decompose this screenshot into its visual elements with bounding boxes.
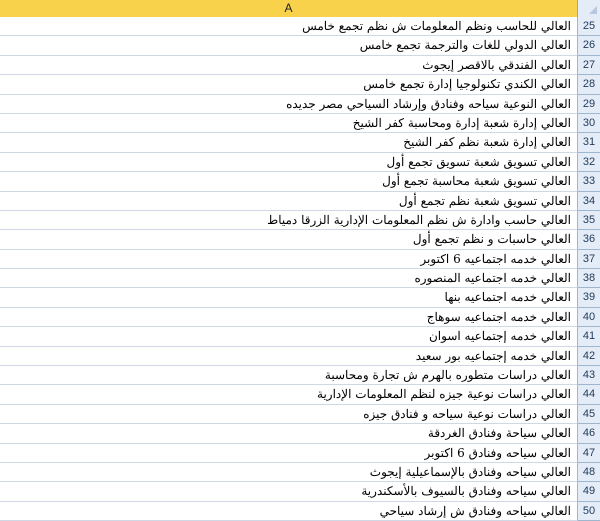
cell-a[interactable]: العالي حاسب وادارة ش نظم المعلومات الإدارية الزرقا دمياط [0,211,578,230]
cell-a[interactable]: العالي سياحه وفنادق 6 اكتوبر [0,444,578,463]
table-row [0,502,600,521]
select-all-triangle-icon [589,6,597,14]
table-row [0,56,600,75]
cell-a[interactable]: العالي دراسات نوعية سياحه و فنادق جيزه [0,405,578,424]
column-header-row [0,0,600,17]
column-header-a[interactable]: A [0,0,578,17]
table-row [0,250,600,269]
cell-a[interactable]: العالي الفندقي بالاقصر إيجوث [0,56,578,75]
table-row [0,95,600,114]
cell-a[interactable]: العالي الكندي تكنولوجيا إدارة تجمع خامس [0,75,578,94]
table-row [0,366,600,385]
row-number[interactable]: 48 [578,463,600,482]
row-number[interactable]: 47 [578,444,600,463]
row-number[interactable]: 34 [578,192,600,211]
row-number[interactable]: 25 [578,17,600,36]
cell-a[interactable]: العالي سياحه وفنادق بالسيوف بالأسكندرية [0,482,578,501]
row-number[interactable]: 26 [578,36,600,55]
row-number[interactable]: 28 [578,75,600,94]
table-row [0,405,600,424]
row-number[interactable]: 30 [578,114,600,133]
table-row [0,230,600,249]
rows-container [0,17,600,521]
table-row [0,444,600,463]
row-number[interactable]: 39 [578,288,600,307]
row-number[interactable]: 40 [578,308,600,327]
table-row [0,385,600,404]
table-row [0,114,600,133]
cell-a[interactable]: العالي سياحة وفنادق الغردقة [0,424,578,443]
table-row [0,463,600,482]
row-number[interactable]: 33 [578,172,600,191]
table-row [0,133,600,152]
row-number[interactable]: 41 [578,327,600,346]
row-number[interactable]: 38 [578,269,600,288]
table-row [0,482,600,501]
table-row [0,172,600,191]
row-number[interactable]: 42 [578,347,600,366]
cell-a[interactable]: العالي سياحه وفنادق بالإسماعيلية إيجوث [0,463,578,482]
table-row [0,211,600,230]
cell-a[interactable]: العالي إدارة شعبة نظم كفر الشيخ [0,133,578,152]
cell-a[interactable]: العالي للحاسب ونظم المعلومات ش نظم تجمع خامس [0,17,578,36]
cell-a[interactable]: العالي سياحه وفنادق ش إرشاد سياحي [0,502,578,521]
row-number[interactable]: 29 [578,95,600,114]
table-row [0,75,600,94]
cell-a[interactable]: العالي خدمه اجتماعيه 6 اكتوبر [0,250,578,269]
table-row [0,192,600,211]
cell-a[interactable]: العالي دراسات متطوره بالهرم ش تجارة ومحاسبة [0,366,578,385]
cell-a[interactable]: العالي خدمه إجتماعيه بور سعيد [0,347,578,366]
row-number[interactable]: 32 [578,153,600,172]
row-number[interactable]: 43 [578,366,600,385]
row-number[interactable]: 46 [578,424,600,443]
table-row [0,288,600,307]
cell-a[interactable]: العالي خدمه اجتماعيه بنها [0,288,578,307]
table-row [0,424,600,443]
cell-a[interactable]: العالي دراسات نوعية جيزه لنظم المعلومات الإدارية [0,385,578,404]
row-number[interactable]: 37 [578,250,600,269]
table-row [0,347,600,366]
table-row [0,308,600,327]
cell-a[interactable]: العالي تسويق شعبة نظم تجمع أول [0,192,578,211]
row-number[interactable]: 49 [578,482,600,501]
table-row [0,17,600,36]
table-row [0,327,600,346]
row-number[interactable]: 45 [578,405,600,424]
row-number[interactable]: 27 [578,56,600,75]
row-number[interactable]: 50 [578,502,600,521]
cell-a[interactable]: العالي الدولي للغات والترجمة تجمع خامس [0,36,578,55]
cell-a[interactable]: العالي خدمه اجتماعيه المنصوره [0,269,578,288]
table-row [0,153,600,172]
row-number[interactable]: 35 [578,211,600,230]
cell-a[interactable]: العالي خدمه اجتماعيه سوهاج [0,308,578,327]
cell-a[interactable]: العالي حاسبات و نظم تجمع أول [0,230,578,249]
cell-a[interactable]: العالي تسويق شعبة محاسبة تجمع أول [0,172,578,191]
row-number[interactable]: 31 [578,133,600,152]
table-row [0,269,600,288]
cell-a[interactable]: العالي خدمه إجتماعيه اسوان [0,327,578,346]
cell-a[interactable]: العالي تسويق شعبة تسويق تجمع أول [0,153,578,172]
table-row [0,36,600,55]
cell-a[interactable]: العالي إدارة شعبة إدارة ومحاسبة كفر الشيخ [0,114,578,133]
cell-a[interactable]: العالي النوعية سياحه وفنادق وإرشاد السياحي مصر جديده [0,95,578,114]
select-all-corner[interactable] [578,0,600,17]
row-number[interactable]: 44 [578,385,600,404]
row-number[interactable]: 36 [578,230,600,249]
